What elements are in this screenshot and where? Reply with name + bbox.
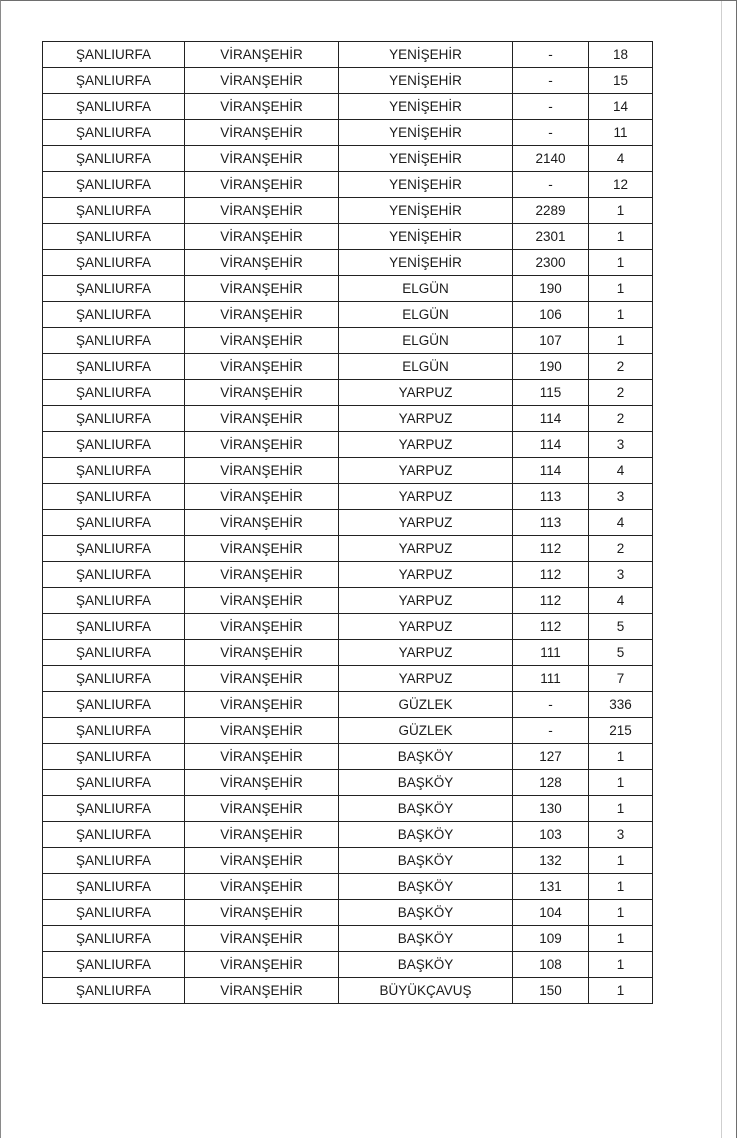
table-row	[43, 250, 653, 276]
district-cell: VİRANŞEHİR	[185, 432, 339, 458]
neighborhood-cell: YARPUZ	[339, 380, 513, 406]
block-cell: -	[513, 172, 589, 198]
table-row	[43, 692, 653, 718]
province-cell: ŞANLIURFA	[43, 978, 185, 1004]
parcel-cell: 1	[589, 978, 653, 1004]
parcel-cell: 215	[589, 718, 653, 744]
district-cell: VİRANŞEHİR	[185, 952, 339, 978]
block-cell: 128	[513, 770, 589, 796]
parcel-cell: 1	[589, 224, 653, 250]
neighborhood-cell: YENİŞEHİR	[339, 198, 513, 224]
province-cell: ŞANLIURFA	[43, 380, 185, 406]
district-cell: VİRANŞEHİR	[185, 770, 339, 796]
parcel-cell: 7	[589, 666, 653, 692]
block-cell: 113	[513, 510, 589, 536]
block-cell: 112	[513, 562, 589, 588]
province-cell: ŞANLIURFA	[43, 198, 185, 224]
district-cell: VİRANŞEHİR	[185, 926, 339, 952]
block-cell: -	[513, 692, 589, 718]
district-cell: VİRANŞEHİR	[185, 874, 339, 900]
parcel-cell: 3	[589, 822, 653, 848]
parcel-cell: 3	[589, 432, 653, 458]
district-cell: VİRANŞEHİR	[185, 822, 339, 848]
block-cell: 130	[513, 796, 589, 822]
parcel-cell: 1	[589, 952, 653, 978]
district-cell: VİRANŞEHİR	[185, 406, 339, 432]
table-row	[43, 744, 653, 770]
neighborhood-cell: YARPUZ	[339, 458, 513, 484]
neighborhood-cell: BAŞKÖY	[339, 796, 513, 822]
parcel-cell: 4	[589, 146, 653, 172]
province-cell: ŞANLIURFA	[43, 458, 185, 484]
block-cell: -	[513, 42, 589, 68]
parcel-cell: 12	[589, 172, 653, 198]
province-cell: ŞANLIURFA	[43, 874, 185, 900]
province-cell: ŞANLIURFA	[43, 146, 185, 172]
block-cell: 2289	[513, 198, 589, 224]
province-cell: ŞANLIURFA	[43, 770, 185, 796]
neighborhood-cell: YENİŞEHİR	[339, 250, 513, 276]
block-cell: 104	[513, 900, 589, 926]
province-cell: ŞANLIURFA	[43, 406, 185, 432]
district-cell: VİRANŞEHİR	[185, 562, 339, 588]
province-cell: ŞANLIURFA	[43, 848, 185, 874]
neighborhood-cell: ELGÜN	[339, 302, 513, 328]
block-cell: 112	[513, 536, 589, 562]
block-cell: -	[513, 68, 589, 94]
block-cell: 112	[513, 614, 589, 640]
neighborhood-cell: BAŞKÖY	[339, 926, 513, 952]
table-row	[43, 770, 653, 796]
block-cell: 2140	[513, 146, 589, 172]
neighborhood-cell: GÜZLEK	[339, 718, 513, 744]
block-cell: 114	[513, 406, 589, 432]
district-cell: VİRANŞEHİR	[185, 718, 339, 744]
neighborhood-cell: BAŞKÖY	[339, 822, 513, 848]
district-cell: VİRANŞEHİR	[185, 328, 339, 354]
district-cell: VİRANŞEHİR	[185, 120, 339, 146]
province-cell: ŞANLIURFA	[43, 354, 185, 380]
district-cell: VİRANŞEHİR	[185, 250, 339, 276]
neighborhood-cell: ELGÜN	[339, 354, 513, 380]
table-row	[43, 432, 653, 458]
province-cell: ŞANLIURFA	[43, 536, 185, 562]
block-cell: 2301	[513, 224, 589, 250]
block-cell: -	[513, 120, 589, 146]
block-cell: 114	[513, 432, 589, 458]
block-cell: 112	[513, 588, 589, 614]
district-cell: VİRANŞEHİR	[185, 458, 339, 484]
table-row	[43, 640, 653, 666]
province-cell: ŞANLIURFA	[43, 900, 185, 926]
province-cell: ŞANLIURFA	[43, 744, 185, 770]
table-row	[43, 536, 653, 562]
neighborhood-cell: BAŞKÖY	[339, 952, 513, 978]
neighborhood-cell: YARPUZ	[339, 510, 513, 536]
neighborhood-cell: ELGÜN	[339, 328, 513, 354]
block-cell: 131	[513, 874, 589, 900]
block-cell: 103	[513, 822, 589, 848]
neighborhood-cell: BAŞKÖY	[339, 770, 513, 796]
province-cell: ŞANLIURFA	[43, 172, 185, 198]
table-row	[43, 874, 653, 900]
province-cell: ŞANLIURFA	[43, 484, 185, 510]
table-row	[43, 900, 653, 926]
district-cell: VİRANŞEHİR	[185, 744, 339, 770]
block-cell: 132	[513, 848, 589, 874]
parcel-cell: 3	[589, 484, 653, 510]
neighborhood-cell: YENİŞEHİR	[339, 68, 513, 94]
parcel-table-body	[43, 42, 653, 1004]
parcel-cell: 1	[589, 744, 653, 770]
table-row	[43, 822, 653, 848]
table-row	[43, 380, 653, 406]
block-cell: 150	[513, 978, 589, 1004]
parcel-cell: 5	[589, 640, 653, 666]
province-cell: ŞANLIURFA	[43, 796, 185, 822]
table-row	[43, 588, 653, 614]
table-row	[43, 484, 653, 510]
neighborhood-cell: YENİŞEHİR	[339, 146, 513, 172]
table-row	[43, 562, 653, 588]
province-cell: ŞANLIURFA	[43, 302, 185, 328]
block-cell: 111	[513, 640, 589, 666]
parcel-cell: 1	[589, 328, 653, 354]
neighborhood-cell: YARPUZ	[339, 640, 513, 666]
block-cell: 115	[513, 380, 589, 406]
table-row	[43, 42, 653, 68]
parcel-cell: 14	[589, 94, 653, 120]
parcel-table	[42, 41, 653, 1004]
province-cell: ŞANLIURFA	[43, 328, 185, 354]
table-row	[43, 198, 653, 224]
neighborhood-cell: YENİŞEHİR	[339, 120, 513, 146]
province-cell: ŞANLIURFA	[43, 120, 185, 146]
table-row	[43, 978, 653, 1004]
table-row	[43, 614, 653, 640]
district-cell: VİRANŞEHİR	[185, 640, 339, 666]
neighborhood-cell: YENİŞEHİR	[339, 224, 513, 250]
table-row	[43, 94, 653, 120]
district-cell: VİRANŞEHİR	[185, 276, 339, 302]
parcel-cell: 1	[589, 874, 653, 900]
block-cell: 127	[513, 744, 589, 770]
province-cell: ŞANLIURFA	[43, 718, 185, 744]
table-row	[43, 510, 653, 536]
parcel-cell: 1	[589, 770, 653, 796]
parcel-cell: 2	[589, 354, 653, 380]
parcel-cell: 1	[589, 302, 653, 328]
district-cell: VİRANŞEHİR	[185, 94, 339, 120]
neighborhood-cell: ELGÜN	[339, 276, 513, 302]
table-row	[43, 68, 653, 94]
block-cell: 190	[513, 354, 589, 380]
province-cell: ŞANLIURFA	[43, 510, 185, 536]
district-cell: VİRANŞEHİR	[185, 68, 339, 94]
province-cell: ŞANLIURFA	[43, 926, 185, 952]
district-cell: VİRANŞEHİR	[185, 848, 339, 874]
district-cell: VİRANŞEHİR	[185, 692, 339, 718]
parcel-cell: 4	[589, 510, 653, 536]
parcel-cell: 1	[589, 926, 653, 952]
neighborhood-cell: BÜYÜKÇAVUŞ	[339, 978, 513, 1004]
parcel-cell: 2	[589, 406, 653, 432]
province-cell: ŞANLIURFA	[43, 94, 185, 120]
table-row	[43, 120, 653, 146]
block-cell: 109	[513, 926, 589, 952]
parcel-cell: 15	[589, 68, 653, 94]
province-cell: ŞANLIURFA	[43, 640, 185, 666]
parcel-cell: 2	[589, 536, 653, 562]
province-cell: ŞANLIURFA	[43, 614, 185, 640]
province-cell: ŞANLIURFA	[43, 432, 185, 458]
district-cell: VİRANŞEHİR	[185, 146, 339, 172]
parcel-cell: 1	[589, 276, 653, 302]
district-cell: VİRANŞEHİR	[185, 510, 339, 536]
block-cell: 113	[513, 484, 589, 510]
province-cell: ŞANLIURFA	[43, 822, 185, 848]
district-cell: VİRANŞEHİR	[185, 614, 339, 640]
neighborhood-cell: BAŞKÖY	[339, 848, 513, 874]
neighborhood-cell: YENİŞEHİR	[339, 172, 513, 198]
province-cell: ŞANLIURFA	[43, 68, 185, 94]
district-cell: VİRANŞEHİR	[185, 198, 339, 224]
table-row	[43, 354, 653, 380]
province-cell: ŞANLIURFA	[43, 666, 185, 692]
neighborhood-cell: GÜZLEK	[339, 692, 513, 718]
district-cell: VİRANŞEHİR	[185, 224, 339, 250]
parcel-cell: 3	[589, 562, 653, 588]
district-cell: VİRANŞEHİR	[185, 172, 339, 198]
parcel-cell: 4	[589, 458, 653, 484]
block-cell: 2300	[513, 250, 589, 276]
table-row	[43, 406, 653, 432]
province-cell: ŞANLIURFA	[43, 588, 185, 614]
province-cell: ŞANLIURFA	[43, 562, 185, 588]
neighborhood-cell: YARPUZ	[339, 562, 513, 588]
neighborhood-cell: YARPUZ	[339, 432, 513, 458]
district-cell: VİRANŞEHİR	[185, 900, 339, 926]
table-row	[43, 172, 653, 198]
block-cell: 114	[513, 458, 589, 484]
district-cell: VİRANŞEHİR	[185, 796, 339, 822]
neighborhood-cell: YENİŞEHİR	[339, 94, 513, 120]
neighborhood-cell: YARPUZ	[339, 536, 513, 562]
parcel-cell: 2	[589, 380, 653, 406]
table-row	[43, 718, 653, 744]
parcel-cell: 11	[589, 120, 653, 146]
district-cell: VİRANŞEHİR	[185, 536, 339, 562]
province-cell: ŞANLIURFA	[43, 692, 185, 718]
parcel-cell: 1	[589, 198, 653, 224]
table-row	[43, 952, 653, 978]
table-row	[43, 146, 653, 172]
district-cell: VİRANŞEHİR	[185, 302, 339, 328]
parcel-cell: 1	[589, 900, 653, 926]
neighborhood-cell: BAŞKÖY	[339, 744, 513, 770]
block-cell: 190	[513, 276, 589, 302]
neighborhood-cell: YARPUZ	[339, 666, 513, 692]
block-cell: -	[513, 718, 589, 744]
table-row	[43, 224, 653, 250]
district-cell: VİRANŞEHİR	[185, 666, 339, 692]
province-cell: ŞANLIURFA	[43, 224, 185, 250]
parcel-cell: 4	[589, 588, 653, 614]
table-row	[43, 328, 653, 354]
neighborhood-cell: YARPUZ	[339, 484, 513, 510]
neighborhood-cell: YARPUZ	[339, 614, 513, 640]
parcel-cell: 5	[589, 614, 653, 640]
province-cell: ŞANLIURFA	[43, 952, 185, 978]
table-row	[43, 458, 653, 484]
neighborhood-cell: YARPUZ	[339, 406, 513, 432]
block-cell: 108	[513, 952, 589, 978]
district-cell: VİRANŞEHİR	[185, 484, 339, 510]
table-row	[43, 302, 653, 328]
block-cell: -	[513, 94, 589, 120]
block-cell: 111	[513, 666, 589, 692]
district-cell: VİRANŞEHİR	[185, 354, 339, 380]
table-row	[43, 276, 653, 302]
table-row	[43, 796, 653, 822]
province-cell: ŞANLIURFA	[43, 42, 185, 68]
neighborhood-cell: BAŞKÖY	[339, 874, 513, 900]
parcel-cell: 1	[589, 796, 653, 822]
table-row	[43, 666, 653, 692]
table-row	[43, 926, 653, 952]
province-cell: ŞANLIURFA	[43, 250, 185, 276]
table-row	[43, 848, 653, 874]
district-cell: VİRANŞEHİR	[185, 380, 339, 406]
neighborhood-cell: BAŞKÖY	[339, 900, 513, 926]
parcel-cell: 336	[589, 692, 653, 718]
parcel-cell: 1	[589, 250, 653, 276]
page-edge	[721, 1, 736, 1138]
neighborhood-cell: YENİŞEHİR	[339, 42, 513, 68]
block-cell: 107	[513, 328, 589, 354]
province-cell: ŞANLIURFA	[43, 276, 185, 302]
district-cell: VİRANŞEHİR	[185, 978, 339, 1004]
neighborhood-cell: YARPUZ	[339, 588, 513, 614]
district-cell: VİRANŞEHİR	[185, 42, 339, 68]
district-cell: VİRANŞEHİR	[185, 588, 339, 614]
block-cell: 106	[513, 302, 589, 328]
parcel-cell: 18	[589, 42, 653, 68]
parcel-cell: 1	[589, 848, 653, 874]
